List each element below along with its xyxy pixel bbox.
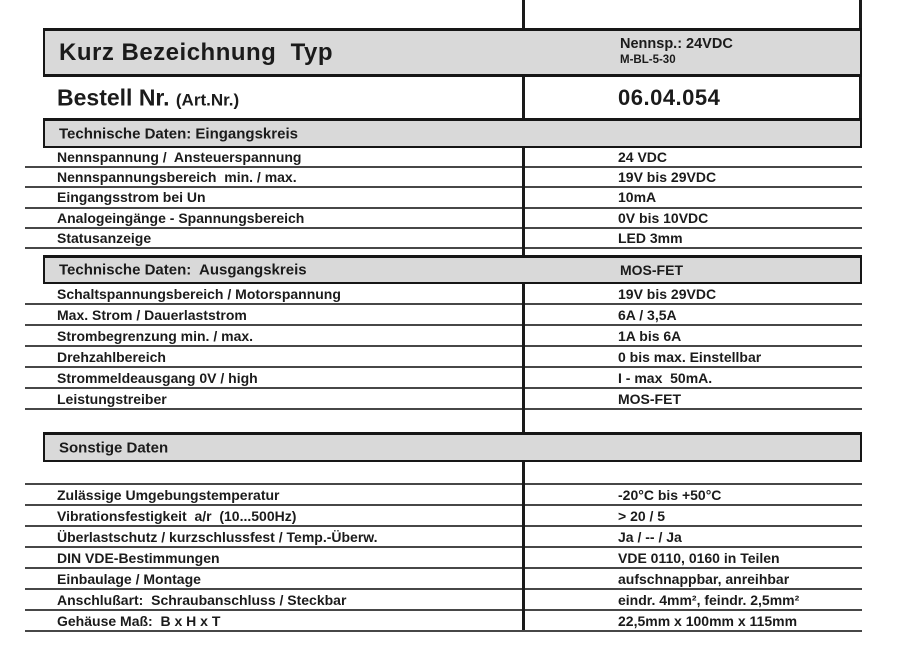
row-value: Ja / -- / Ja [618, 528, 682, 545]
table-row [25, 347, 862, 368]
table-row [25, 590, 862, 611]
table-row [25, 209, 862, 229]
row-value: MOS-FET [618, 390, 681, 407]
row-label: Vibrationsfestigkeit a/r (10...500Hz) [57, 507, 297, 524]
header-bar [43, 28, 862, 77]
row-value: 24 VDC [618, 149, 668, 166]
table-row [25, 284, 862, 305]
column-divider-line [522, 462, 525, 630]
section-bar-sonstige-daten [43, 432, 862, 462]
table-row [25, 148, 862, 168]
section-bar-eingangskreis [43, 118, 862, 148]
row-value: 1A bis 6A [618, 327, 682, 344]
table-row [25, 188, 862, 208]
section-bar-ausgangskreis [43, 255, 862, 284]
rowgroup-eingangskreis [25, 148, 862, 249]
row-value: 0V bis 10VDC [618, 209, 709, 226]
row-value: LED 3mm [618, 229, 683, 246]
row-value: I - max 50mA. [618, 369, 713, 386]
section-title: Technische Daten: Ausgangskreis [59, 261, 307, 279]
row-label: Gehäuse Maß: B x H x T [57, 612, 221, 629]
table-row [25, 389, 862, 410]
row-value: eindr. 4mm², feindr. 2,5mm² [618, 591, 800, 608]
order-label-main: Bestell Nr. [57, 84, 176, 110]
row-label: Überlastschutz / kurzschlussfest / Temp.-Überw. [57, 528, 378, 545]
rowgroup-sonstige-daten [25, 483, 862, 632]
column-divider-line [522, 0, 525, 28]
row-value: 0 bis max. Einstellbar [618, 348, 762, 365]
table-row [25, 229, 862, 249]
row-label: Schaltspannungsbereich / Motorspannung [57, 285, 341, 302]
type-code: M-BL-5-30 [620, 54, 676, 67]
table-row [25, 611, 862, 632]
row-label: Zulässige Umgebungstemperatur [57, 486, 280, 503]
row-value: 6A / 3,5A [618, 306, 677, 323]
row-label: Drehzahlbereich [57, 348, 166, 365]
table-row [25, 527, 862, 548]
row-value: 22,5mm x 100mm x 115mm [618, 612, 798, 629]
order-number-label [57, 84, 239, 111]
column-divider-line [522, 148, 525, 255]
section-title: Sonstige Daten [59, 439, 169, 456]
row-value: > 20 / 5 [618, 507, 666, 524]
row-label: Statusanzeige [57, 229, 152, 246]
row-label: Nennspannung / Ansteuerspannung [57, 149, 302, 166]
row-value: 19V bis 29VDC [618, 285, 717, 302]
section-value: MOS-FET [620, 262, 683, 278]
row-label: Einbaulage / Montage [57, 570, 201, 587]
row-label: Analogeingänge - Spannungsbereich [57, 209, 305, 226]
order-number-value: 06.04.054 [618, 84, 721, 110]
table-right-border-line [859, 77, 862, 118]
row-label: Strommeldeausgang 0V / high [57, 369, 258, 386]
table-row [25, 168, 862, 188]
table-row [25, 485, 862, 506]
row-label: Anschlußart: Schraubanschluss / Steckbar [57, 591, 347, 608]
row-value: VDE 0110, 0160 in Teilen [618, 549, 780, 566]
order-number-row [43, 77, 862, 118]
section-title: Technische Daten: Eingangskreis [59, 125, 298, 142]
row-value: aufschnappbar, anreihbar [618, 570, 790, 587]
page-title: Kurz Bezeichnung Typ [59, 38, 334, 66]
table-row [25, 548, 862, 569]
row-label: Leistungstreiber [57, 390, 167, 407]
column-divider-line [522, 284, 525, 432]
table-row [25, 506, 862, 527]
table-row [25, 569, 862, 590]
table-row [25, 326, 862, 347]
row-label: Eingangsstrom bei Un [57, 189, 206, 206]
row-label: Nennspannungsbereich min. / max. [57, 169, 297, 186]
row-value: -20°C bis +50°C [618, 486, 722, 503]
table-right-border-line [859, 0, 862, 28]
row-label: Max. Strom / Dauerlaststrom [57, 306, 247, 323]
table-row [25, 368, 862, 389]
nominal-voltage: Nennsp.: 24VDC [620, 36, 733, 52]
row-label: DIN VDE-Bestimmungen [57, 549, 220, 566]
row-label: Strombegrenzung min. / max. [57, 327, 254, 344]
row-value: 19V bis 29VDC [618, 169, 717, 186]
rowgroup-ausgangskreis [25, 284, 862, 410]
row-value: 10mA [618, 189, 657, 206]
table-row [25, 305, 862, 326]
nominal-voltage-block [620, 35, 733, 68]
order-label-sub: (Art.Nr.) [175, 90, 240, 109]
column-divider-line [522, 77, 525, 118]
